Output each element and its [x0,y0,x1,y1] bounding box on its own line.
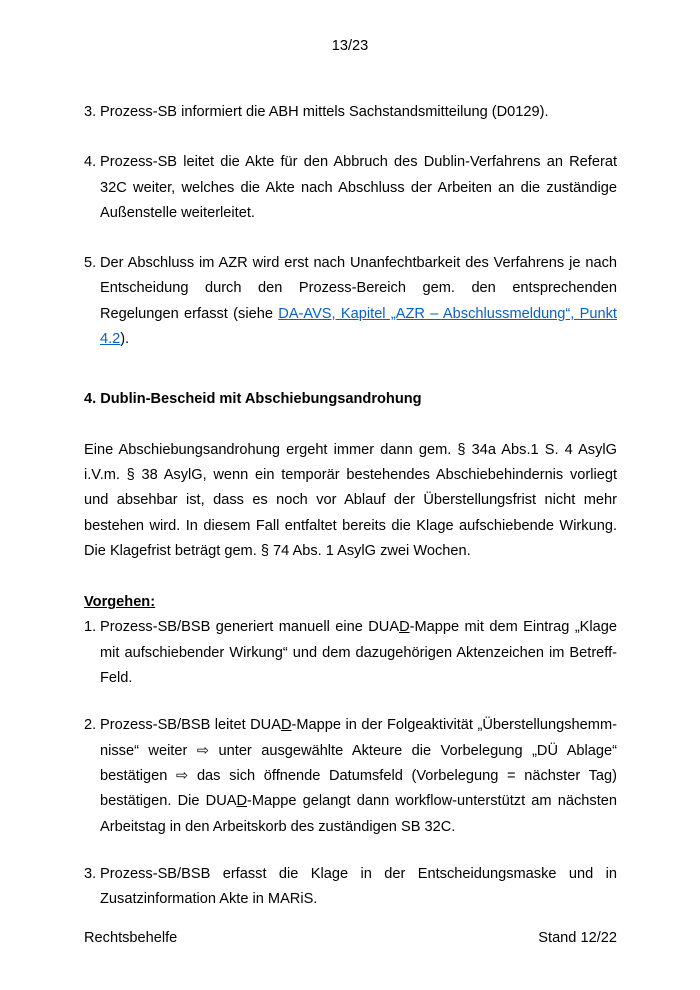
list-item [84,615,617,691]
underlined-letter: D [399,619,410,636]
document-body [84,100,617,912]
da-avs-link[interactable]: DA-AVS, Kapitel „AZR – Abschlussmeldung“, Punkt 4.2 [100,305,617,348]
list-number: 2. [84,717,97,734]
list-item [84,713,617,839]
underlined-letter: D [280,717,292,734]
list-text: Prozess-SB informiert die ABH mittels Sachstandsmitteilung (D0129). [100,104,549,120]
list-number: 3. [84,865,97,882]
footer-version: Stand 12/22 [538,930,617,946]
section-paragraph: Eine Abschiebungsandrohung ergeht immer dann gem. § 34a Abs.1 S. 4 AsylG i.V.m. § 38 AsylG, wenn ein temporär bestehendes Abschiebehindernis vorliegt und absehbar ist, dass es noch vor Ablauf der Überstellungsfrist nicht mehr bestehen wird. In diesem Fall entfaltet bereits die Klage aufschiebende Wirkung. Die Klagefrist beträgt gem. § 74 Abs. 1 AsylG zwei Wochen. [84,441,617,559]
list-text: Prozess-SB/BSB leitet DUA [100,717,281,734]
list-item [84,100,617,125]
list-text: -Mappe mit dem Eintrag „Klage mit aufschiebender Wirkung“ und dem dazugehörigen Aktenzeichen im Betreff-Feld. [100,619,617,687]
list-number: 4. [84,154,97,171]
list-number: 3. [84,104,97,120]
list-text: -Mappe gelangt dann workflow-unterstützt am nächsten Arbeitstag in den Arbeitskorb des zuständigen SB 32C. [100,793,617,835]
list-number: 1. [84,619,97,636]
section-heading: 4. Dublin-Bescheid mit Abschiebungsandrohung [84,391,422,408]
list-text: Prozess-SB/BSB generiert manuell eine DUA [100,619,400,636]
list-text: Prozess-SB leitet die Akte für den Abbruch des Dublin-Verfahrens an Referat 32C weiter, welches die Akte nach Abschluss der Arbeiten an die zuständige Außenstelle weiterleitet. [100,154,617,221]
list-item [84,251,617,352]
list-text: Der Abschluss im AZR wird erst nach Unanfechtbarkeit des Verfahrens je nach Entscheidung durch den Prozess-Bereich gem. den entsprechenden Regelungen erfasst (siehe [100,255,617,322]
list-item [84,150,617,226]
list-text: -Mappe in der Folgeaktivität „Überstellungshemmnisse“ weiter ⇨ unter ausgewählte Akteure die Vorbelegung „DÜ Ablage“ bestätigen ⇨ das sich öffnende Datumsfeld (Vorbelegung = nächster Tag) bestätigen. Die DUA [100,717,617,810]
list-number: 5. [84,255,97,272]
list-item [84,862,617,913]
list-text: Prozess-SB/BSB erfasst die Klage in der Entscheidungsmaske und in Zusatzinformation Akte in MARiS. [100,865,617,908]
footer-title: Rechtsbehelfe [84,930,178,946]
page-number: 13/23 [331,38,369,54]
procedure-subheading: Vorgehen: [84,594,156,611]
list-text: ). [120,331,130,348]
underlined-letter: D [236,793,248,810]
